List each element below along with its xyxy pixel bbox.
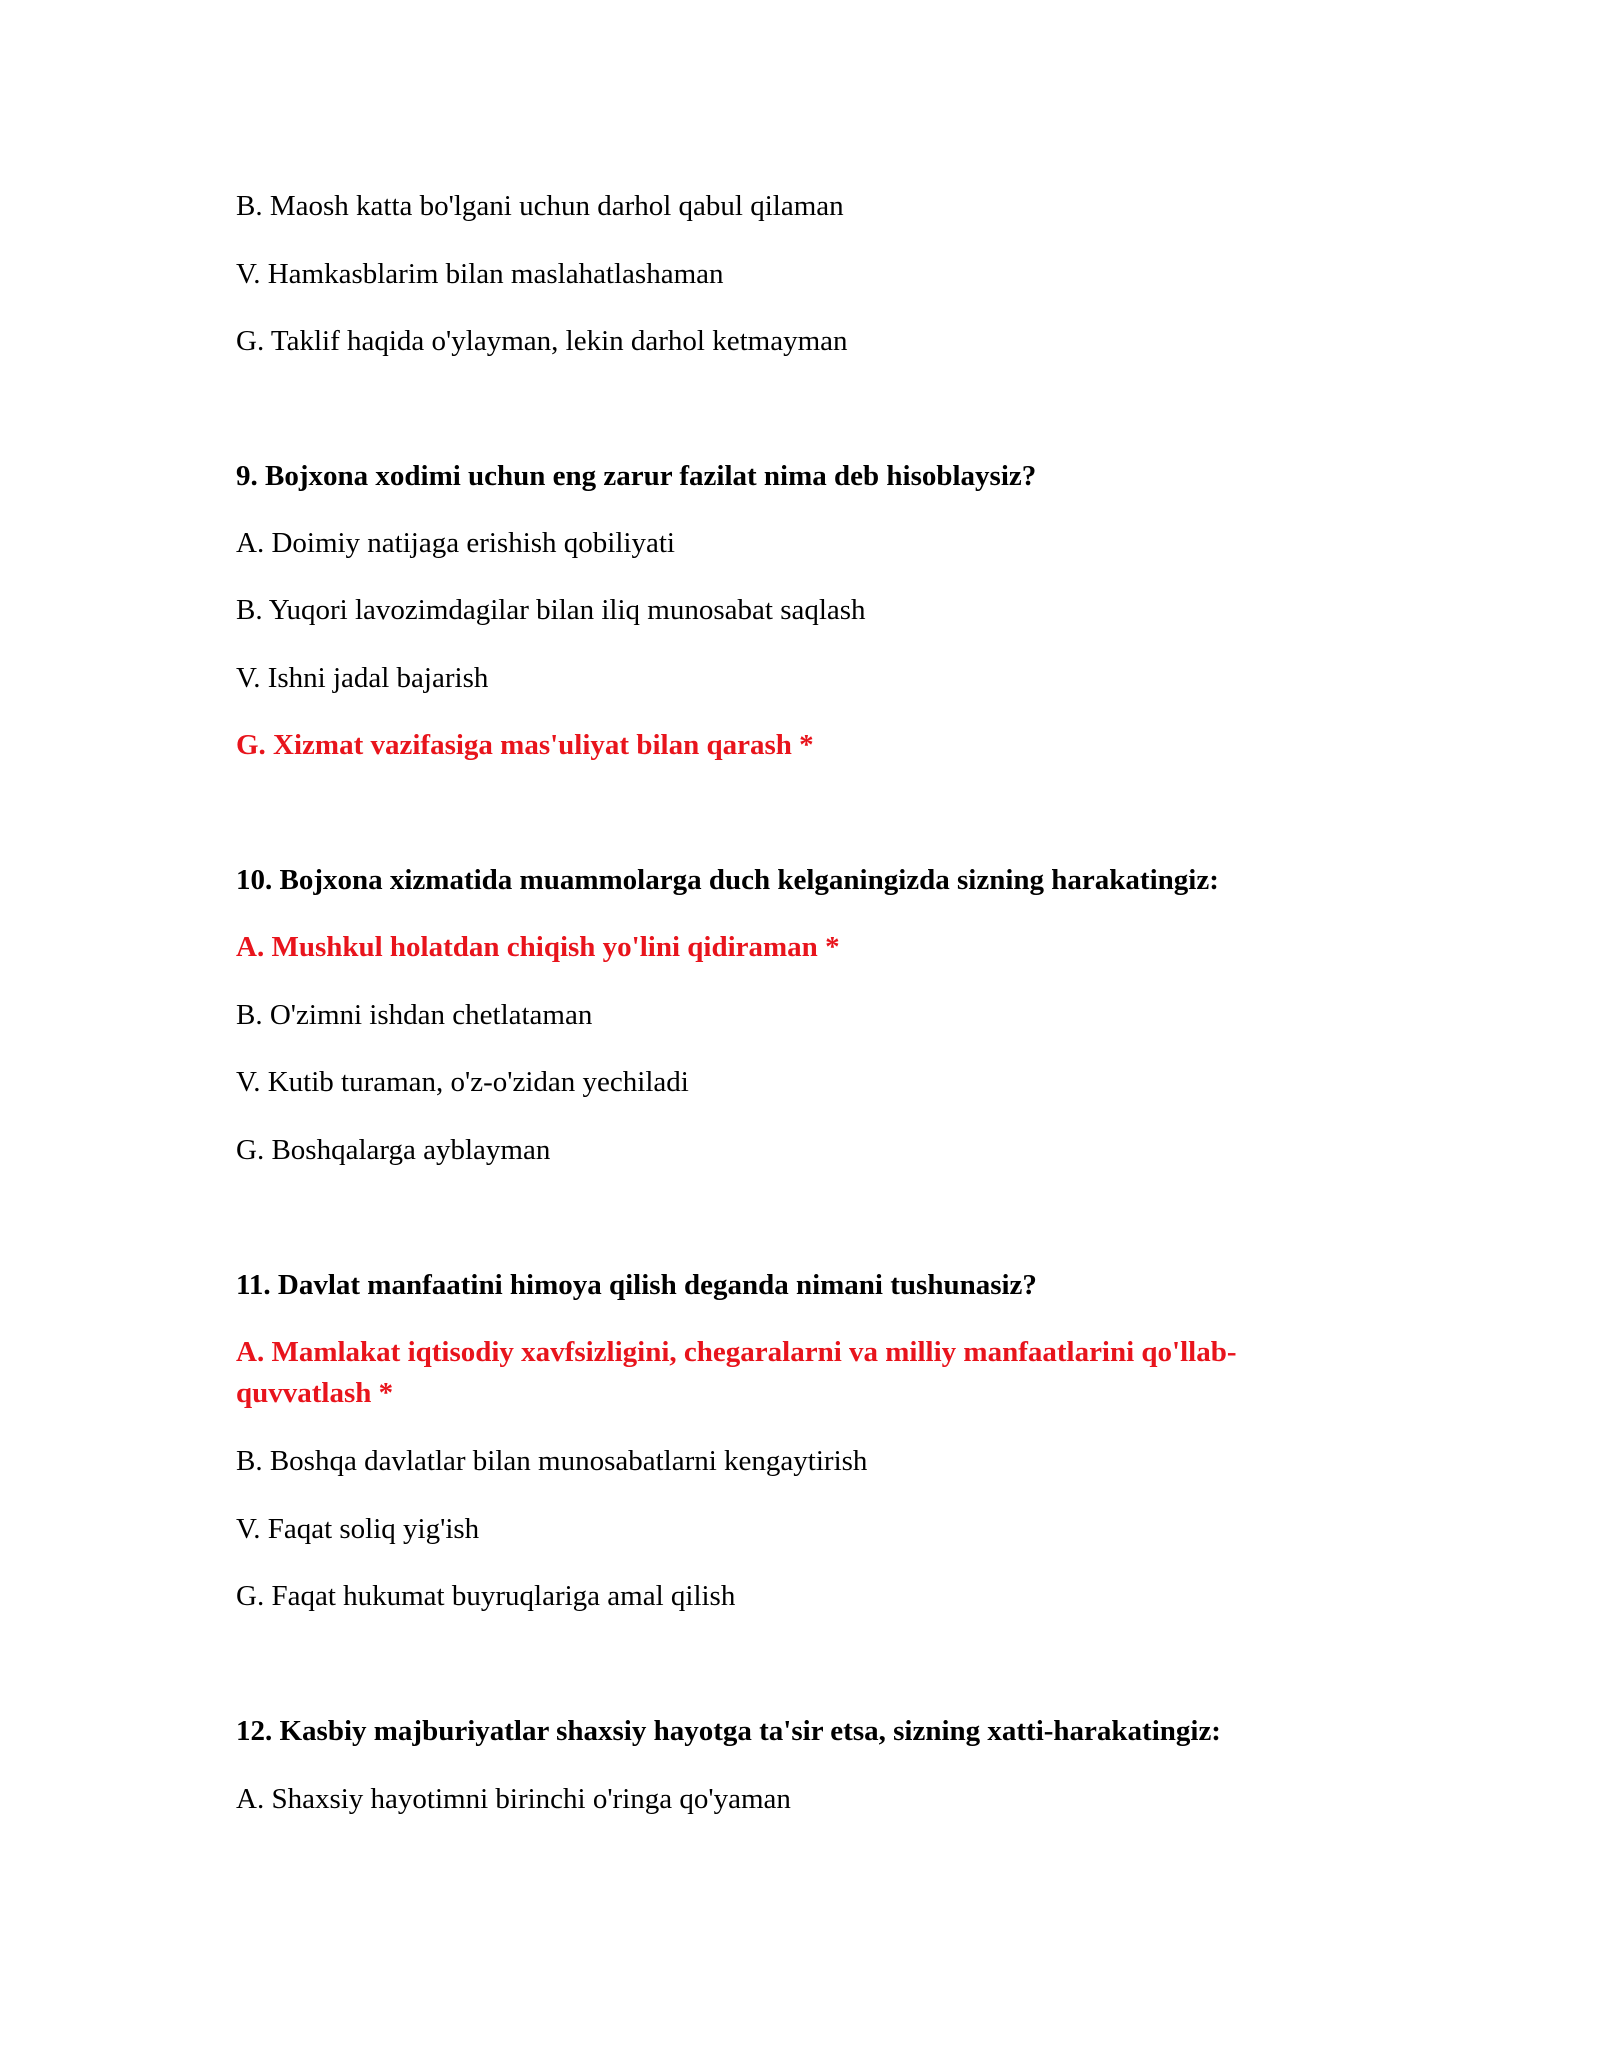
question-12: 12. Kasbiy majburiyatlar shaxsiy hayotga ta'sir etsa, sizning xatti-harakatingiz: — [236, 1715, 1221, 1747]
option-11-g: G. Faqat hukumat buyruqlariga amal qilish — [236, 1580, 736, 1612]
question-11: 11. Davlat manfaatini himoya qilish deganda nimani tushunasiz? — [236, 1269, 1037, 1301]
question-9: 9. Bojxona xodimi uchun eng zarur fazilat nima deb hisoblaysiz? — [236, 460, 1037, 492]
option-10-v: V. Kutib turaman, o'z-o'zidan yechiladi — [236, 1066, 689, 1098]
option-12-a: A. Shaxsiy hayotimni birinchi o'ringa qo'yaman — [236, 1783, 791, 1815]
option-11-b: B. Boshqa davlatlar bilan munosabatlarni kengaytirish — [236, 1445, 868, 1477]
option-9-v: V. Ishni jadal bajarish — [236, 662, 489, 694]
option-prev-v: V. Hamkasblarim bilan maslahatlashaman — [236, 258, 724, 290]
question-10: 10. Bojxona xizmatida muammolarga duch kelganingizda sizning harakatingiz: — [236, 864, 1219, 896]
option-10-a-correct: A. Mushkul holatdan chiqish yo'lini qidiraman * — [236, 931, 840, 963]
option-9-b: B. Yuqori lavozimdagilar bilan iliq munosabat saqlash — [236, 594, 866, 626]
option-prev-g: G. Taklif haqida o'ylayman, lekin darhol ketmayman — [236, 325, 848, 357]
option-11-v: V. Faqat soliq yig'ish — [236, 1513, 480, 1545]
option-9-g-correct: G. Xizmat vazifasiga mas'uliyat bilan qarash * — [236, 729, 814, 761]
option-9-a: A. Doimiy natijaga erishish qobiliyati — [236, 527, 675, 559]
option-10-b: B. O'zimni ishdan chetlataman — [236, 999, 593, 1031]
option-11-a-correct: A. Mamlakat iqtisodiy xavfsizligini, chegaralarni va milliy manfaatlarini qo'llab-quvvatlash * — [236, 1336, 1237, 1409]
option-10-g: G. Boshqalarga ayblayman — [236, 1134, 551, 1166]
option-prev-b: B. Maosh katta bo'lgani uchun darhol qabul qilaman — [236, 190, 844, 222]
